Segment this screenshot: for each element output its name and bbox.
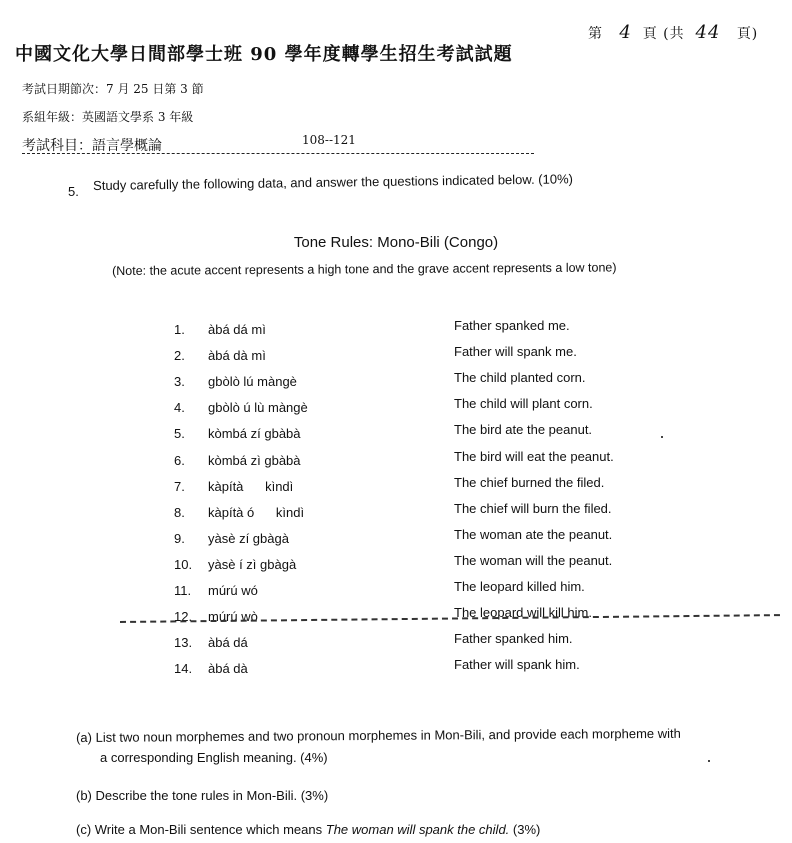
sub-question-c-suffix: (3%) [509, 822, 541, 837]
sub-question-c [76, 822, 540, 837]
tone-note: (Note: the acute accent represents a high tone and the grave accent represents a low tone) [112, 260, 617, 278]
row-number: 3. [174, 374, 185, 390]
mono-bili-sentence: gbòlò ú lù màngè [208, 400, 308, 416]
data-row [0, 318, 792, 338]
english-gloss: The bird ate the peanut. [454, 422, 593, 438]
data-row [0, 449, 792, 469]
header-divider [22, 153, 534, 154]
english-gloss: The child planted corn. [454, 370, 586, 386]
data-row [0, 344, 792, 364]
scan-speck [708, 760, 710, 762]
row-number: 13. [174, 635, 193, 651]
english-gloss: Father will spank me. [454, 344, 577, 360]
english-gloss: Father spanked me. [454, 318, 570, 333]
page-mid: 頁 (共 [642, 26, 685, 42]
page-suffix: 頁) [736, 26, 759, 42]
sub-question-a-continued: a corresponding English meaning. (4%) [100, 750, 328, 765]
mono-bili-sentence: kòmbá zí gbàbà [208, 426, 301, 442]
row-number: 7. [174, 478, 185, 494]
english-gloss: The leopard will kill him. [454, 605, 592, 621]
english-gloss: Father spanked him. [454, 631, 573, 647]
data-row [0, 631, 792, 651]
english-gloss: The woman will the peanut. [454, 552, 613, 568]
mono-bili-sentence: yàsè zí gbàgà [208, 530, 289, 546]
mono-bili-sentence: àbá dá [208, 635, 248, 651]
english-gloss: The chief will burn the filed. [454, 500, 612, 516]
mono-bili-sentence: àbá dá mì [208, 322, 266, 337]
mono-bili-sentence: múrú wó [208, 583, 258, 598]
row-number: 8. [174, 504, 185, 520]
english-gloss: The leopard killed him. [454, 579, 585, 594]
mono-bili-sentence: kàpítà ó kìndì [208, 504, 305, 520]
department: 系組年級：英國語文學系 3 年級 [22, 110, 194, 124]
data-row [0, 527, 792, 547]
question-number: 5. [68, 184, 79, 199]
row-number: 10. [174, 556, 193, 572]
mono-bili-sentence: kòmbá zì gbàbà [208, 452, 301, 468]
mono-bili-sentence: àbá dà mì [208, 348, 266, 364]
page-current: 4 [619, 22, 632, 43]
page-total: 44 [695, 22, 721, 43]
sub-question-b: (b) Describe the tone rules in Mon-Bili. (3%) [76, 788, 329, 803]
data-row [0, 475, 792, 495]
data-row [0, 501, 792, 521]
english-gloss: The woman ate the peanut. [454, 526, 613, 542]
question-text: Study carefully the following data, and answer the questions indicated below. (10%) [93, 171, 574, 193]
mono-bili-sentence: kàpítà kìndì [208, 478, 294, 494]
page-number [588, 22, 758, 43]
data-row [0, 657, 792, 677]
row-number: 5. [174, 426, 185, 442]
scan-speck [661, 436, 663, 438]
sub-question-c-prefix: (c) Write a Mon-Bili sentence which means [76, 822, 326, 837]
mono-bili-sentence: múrú wò [208, 609, 258, 625]
row-number: 1. [174, 322, 185, 337]
exam-title: 中國文化大學日間部學士班 90 學年度轉學生招生考試試題 [15, 44, 513, 65]
row-number: 2. [174, 348, 185, 364]
mono-bili-sentence: yàsè í zì gbàgà [208, 556, 297, 572]
english-gloss: The child will plant corn. [454, 396, 593, 412]
row-number: 6. [174, 452, 185, 468]
exam-date: 考試日期節次：7 月 25 日第 3 節 [22, 82, 204, 96]
sub-question-a: (a) List two noun morphemes and two pronoun morphemes in Mon-Bili, and provide each morpheme with [76, 725, 681, 745]
data-row [0, 422, 792, 442]
exam-code: 108--121 [302, 133, 356, 147]
row-number: 9. [174, 530, 185, 546]
page-prefix: 第 [588, 26, 603, 42]
row-number: 4. [174, 400, 185, 416]
mono-bili-sentence: gbòlò lú màngè [208, 374, 297, 390]
subject: 考試科目：語言學概論 [22, 138, 162, 154]
data-row [0, 370, 792, 390]
english-gloss: The chief burned the filed. [454, 474, 605, 490]
data-row [0, 579, 792, 599]
sub-question-c-italic: The woman will spank the child. [325, 822, 510, 837]
english-gloss: Father will spank him. [454, 657, 580, 673]
row-number: 11. [174, 583, 192, 598]
row-number: 12. [174, 609, 193, 625]
data-row [0, 396, 792, 416]
mono-bili-sentence: àbá dà [208, 661, 248, 677]
section-subtitle: Tone Rules: Mono-Bili (Congo) [293, 234, 499, 251]
data-row [0, 553, 792, 573]
english-gloss: The bird will eat the peanut. [454, 448, 614, 464]
row-number: 14. [174, 661, 193, 677]
